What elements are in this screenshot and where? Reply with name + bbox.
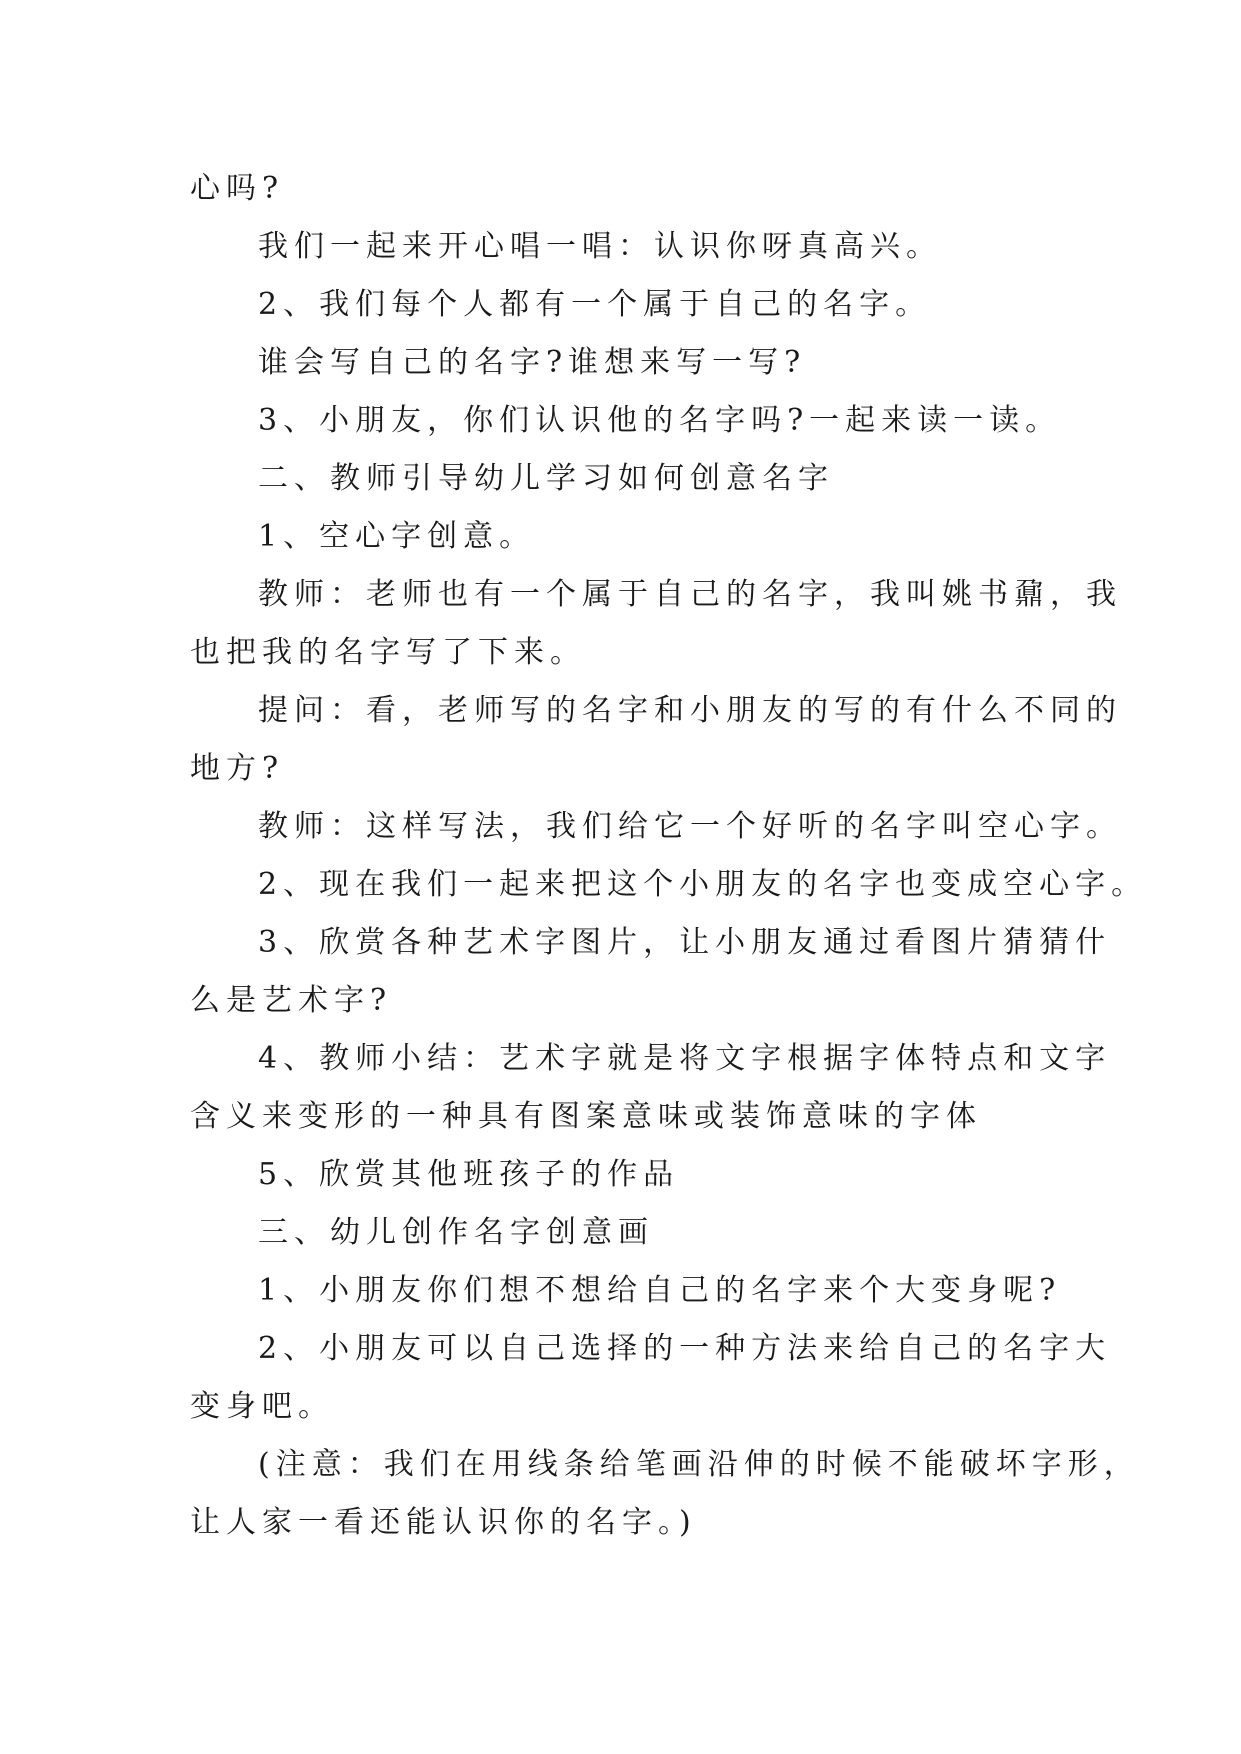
text-line: 也把我的名字写了下来。 (190, 635, 586, 670)
text-line: 4、教师小结：艺术字就是将文字根据字体特点和文字 (258, 1041, 1112, 1076)
text-line: 5、欣赏其他班孩子的作品 (258, 1157, 680, 1192)
text-line: 1、小朋友你们想不想给自己的名字来个大变身呢? (258, 1273, 1062, 1308)
text-line: 3、欣赏各种艺术字图片，让小朋友通过看图片猜猜什 (258, 925, 1112, 960)
document-body (190, 160, 1148, 1552)
text-line: 2、我们每个人都有一个属于自己的名字。 (258, 287, 932, 322)
text-line: 教师：老师也有一个属于自己的名字，我叫姚书鼐，我 (258, 577, 1122, 612)
text-line: 含义来变形的一种具有图案意味或装饰意味的字体 (190, 1099, 982, 1134)
text-line: (注意：我们在用线条给笔画沿伸的时候不能破坏字形， (258, 1447, 1140, 1482)
text-line: 3、小朋友，你们认识他的名字吗?一起来读一读。 (258, 403, 1062, 438)
text-line: 谁会写自己的名字?谁想来写一写? (258, 345, 807, 380)
text-line: 1、空心字创意。 (258, 519, 536, 554)
text-line: 提问：看，老师写的名字和小朋友的写的有什么不同的 (258, 693, 1122, 728)
text-line: 教师：这样写法，我们给它一个好听的名字叫空心字。 (258, 809, 1122, 844)
text-line: 让人家一看还能认识你的名字。) (190, 1505, 697, 1540)
section-heading: 三、幼儿创作名字创意画 (258, 1215, 654, 1250)
text-line: 心吗? (190, 171, 285, 206)
section-heading: 二、教师引导幼儿学习如何创意名字 (258, 461, 834, 496)
text-line: 2、小朋友可以自己选择的一种方法来给自己的名字大 (258, 1331, 1112, 1366)
text-line: 么是艺术字? (190, 983, 393, 1018)
text-line: 变身吧。 (190, 1389, 334, 1424)
text-line: 2、现在我们一起来把这个小朋友的名字也变成空心字。 (258, 867, 1148, 902)
text-line: 我们一起来开心唱一唱：认识你呀真高兴。 (258, 229, 942, 264)
text-line: 地方? (190, 751, 285, 786)
